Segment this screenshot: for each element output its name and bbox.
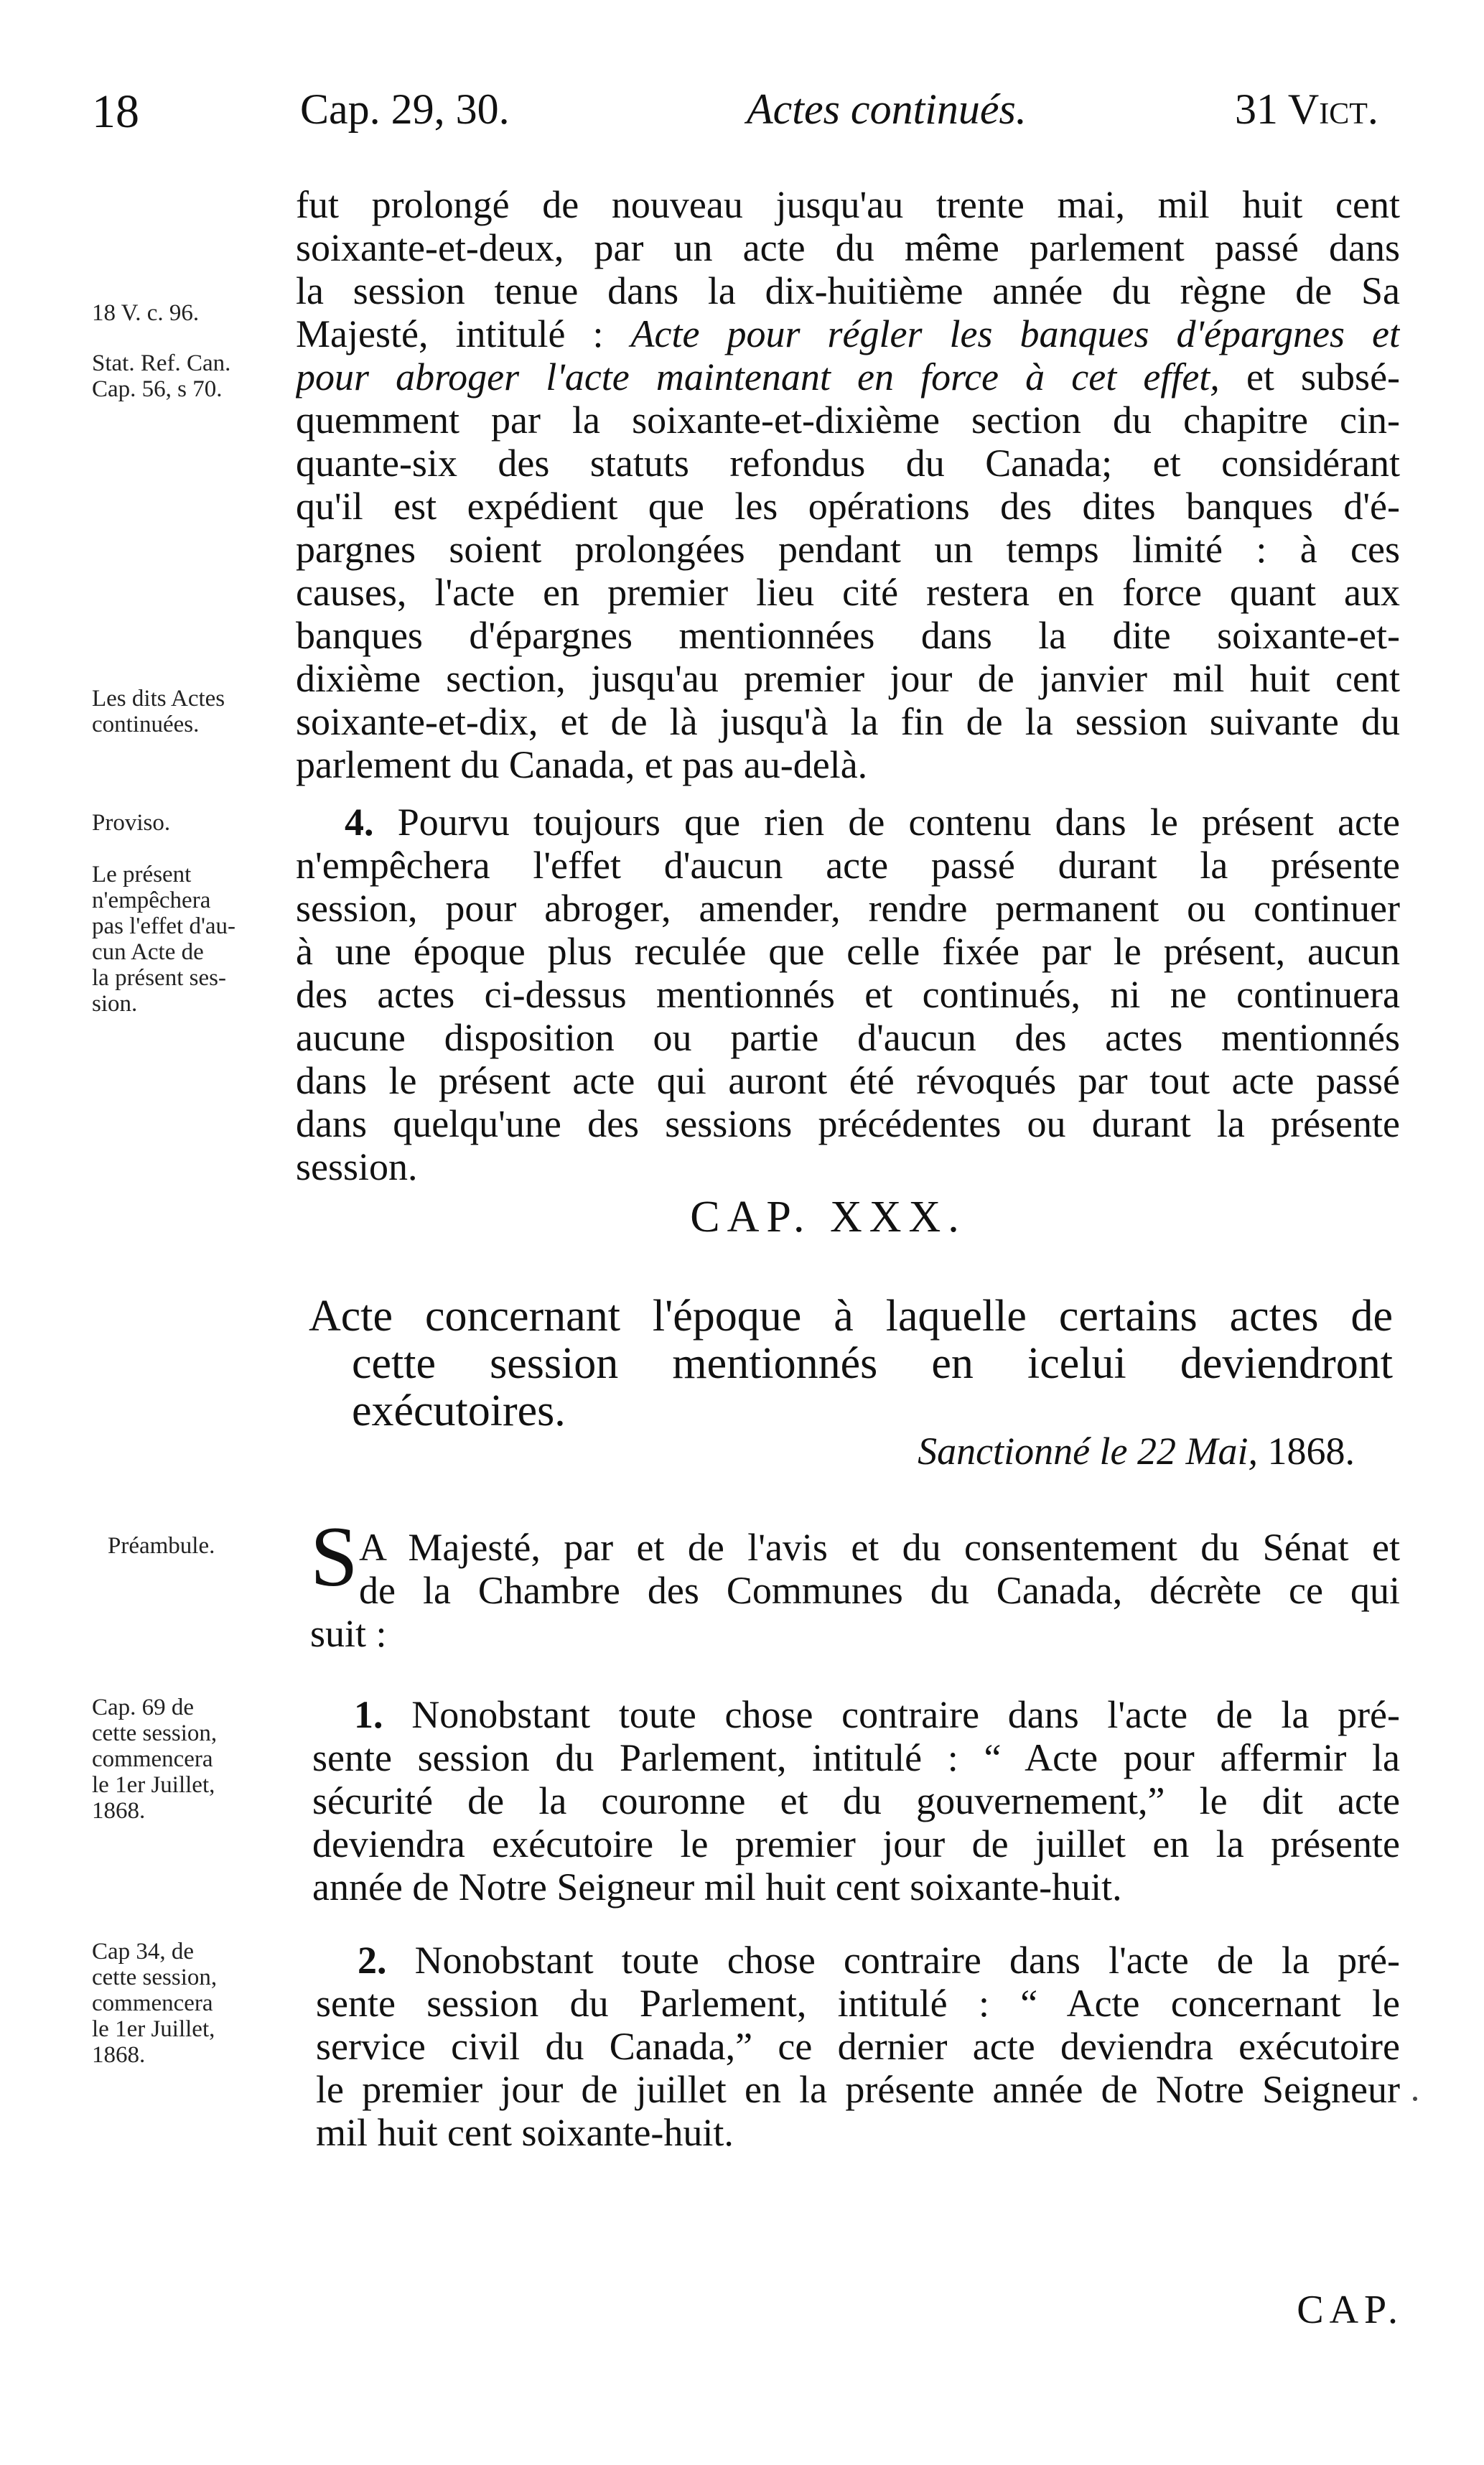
text-line: suit : bbox=[310, 1612, 387, 1655]
text-line: n'empêchera l'effet d'aucun acte passé durant la présente bbox=[296, 844, 1400, 887]
text-line: année de Notre Seigneur mil huit cent soixante-huit. bbox=[312, 1865, 1122, 1909]
margin-note-text: Les dits Actes bbox=[92, 686, 225, 712]
margin-note-text: commencera bbox=[92, 1990, 213, 2016]
text-line: dans le présent acte qui auront été révoqués par tout acte passé bbox=[296, 1059, 1400, 1102]
text-line: sente session du Parlement, intitulé : “ Acte concernant le bbox=[316, 1982, 1400, 2025]
margin-note-text: Le présent bbox=[92, 862, 192, 887]
text-segment: Nonobstant toute chose contraire dans l'acte de la pré- bbox=[411, 1693, 1400, 1736]
act-title-line: Acte concernant l'époque à laquelle certains actes de bbox=[309, 1292, 1393, 1341]
act-title-line: exécutoires. bbox=[352, 1387, 566, 1435]
sanction-date bbox=[918, 1429, 1355, 1473]
header-regnal-year: 31 Vict. bbox=[1235, 85, 1378, 133]
chapter-heading: CAP. XXX. bbox=[690, 1193, 966, 1241]
text-line: parlement du Canada, et pas au-delà. bbox=[296, 743, 868, 786]
text-line bbox=[312, 1693, 1400, 1736]
text-line: dans quelqu'une des sessions précédentes ou durant la présente bbox=[296, 1102, 1400, 1145]
text-line: deviendra exécutoire le premier jour de juillet en la présente bbox=[312, 1822, 1400, 1865]
margin-note-present-act bbox=[92, 862, 286, 1017]
margin-note-text: Stat. Ref. Can. bbox=[92, 350, 231, 376]
text-segment: Pourvu toujours que rien de contenu dans le présent acte bbox=[397, 801, 1400, 844]
text-line: session. bbox=[296, 1145, 418, 1188]
sanction-year: 1868. bbox=[1267, 1430, 1355, 1473]
margin-note-text: Proviso. bbox=[92, 810, 171, 836]
section-number: 1. bbox=[354, 1693, 383, 1736]
catchword: CAP. bbox=[1297, 2288, 1404, 2332]
text-line bbox=[316, 1939, 1400, 1982]
margin-note-cap-69 bbox=[92, 1695, 286, 1824]
margin-note-text: pas l'effet d'au- bbox=[92, 913, 236, 939]
text-line: à une époque plus reculée que celle fixée par le présent, aucun bbox=[296, 930, 1400, 973]
text-line: session, pour abroger, amender, rendre permanent ou continuer bbox=[296, 887, 1400, 930]
text-line: le premier jour de juillet en la présente année de Notre Seigneur bbox=[316, 2068, 1400, 2111]
margin-note-acts-continued bbox=[92, 686, 286, 737]
margin-note-text: cun Acte de bbox=[92, 939, 204, 965]
sanction-text: Sanctionné le 22 Mai, bbox=[918, 1430, 1258, 1473]
header-title: Actes continués. bbox=[747, 85, 1027, 133]
text-line: la session tenue dans la dix-huitième année du règne de Sa bbox=[296, 269, 1400, 312]
margin-note-proviso bbox=[92, 810, 286, 836]
text-line: A Majesté, par et de l'avis et du consentement du Sénat et bbox=[359, 1526, 1400, 1569]
margin-note-text: 1868. bbox=[92, 1798, 146, 1824]
page-number: 18 bbox=[92, 85, 139, 138]
text-line bbox=[296, 801, 1400, 844]
drop-cap: S bbox=[310, 1509, 358, 1604]
text-line: des actes ci-dessus mentionnés et continués, ni ne continuera bbox=[296, 973, 1400, 1016]
section-number: 2. bbox=[358, 1939, 387, 1982]
text-line bbox=[296, 312, 1400, 355]
margin-note-text: cette session, bbox=[92, 1720, 218, 1746]
text-line: aucune disposition ou partie d'aucun des actes mentionnés bbox=[296, 1016, 1400, 1059]
margin-note-text: cette session, bbox=[92, 1965, 218, 1990]
section-2 bbox=[316, 1939, 1400, 2154]
text-line: pargnes soient prolongées pendant un temps limité : à ces bbox=[296, 528, 1400, 571]
margin-note-text: Cap 34, de bbox=[92, 1939, 195, 1965]
text-segment: Majesté, intitulé : bbox=[296, 312, 604, 355]
text-line: sécurité de la couronne et du gouvernement,” le dit acte bbox=[312, 1779, 1400, 1822]
text-segment: Nonobstant toute chose contraire dans l'acte de la pré- bbox=[414, 1939, 1400, 1982]
act-title bbox=[309, 1292, 1393, 1435]
margin-note-cap-34 bbox=[92, 1939, 286, 2068]
text-line bbox=[296, 355, 1400, 399]
margin-note-text: Cap. 56, s 70. bbox=[92, 376, 223, 402]
running-header bbox=[0, 85, 1484, 157]
text-line: quemment par la soixante-et-dixième section du chapitre cin- bbox=[296, 399, 1400, 442]
margin-note-text: 18 V. c. 96. bbox=[92, 300, 200, 326]
text-line: qu'il est expédient que les opérations des dites banques d'é- bbox=[296, 485, 1400, 528]
margin-note-text: Préambule. bbox=[108, 1533, 215, 1559]
text-line: banques d'épargnes mentionnées dans la dite soixante-et- bbox=[296, 614, 1400, 657]
text-line: service civil du Canada,” ce dernier acte deviendra exécutoire bbox=[316, 2025, 1400, 2068]
section-number: 4. bbox=[345, 801, 374, 844]
text-line: mil huit cent soixante-huit. bbox=[316, 2111, 734, 2154]
text-segment: et subsé- bbox=[1246, 355, 1400, 399]
header-chapter: Cap. 29, 30. bbox=[300, 85, 510, 133]
margin-note-text: le 1er Juillet, bbox=[92, 1772, 215, 1798]
margin-note-preamble bbox=[108, 1533, 302, 1559]
margin-note-text: commencera bbox=[92, 1746, 213, 1772]
text-line: soixante-et-deux, par un acte du même parlement passé dans bbox=[296, 226, 1400, 269]
text-line: soixante-et-dix, et de là jusqu'à la fin de la session suivante du bbox=[296, 700, 1400, 743]
margin-note-text: 1868. bbox=[92, 2042, 146, 2068]
margin-note-text: sion. bbox=[92, 991, 138, 1017]
section-4 bbox=[296, 801, 1400, 1188]
margin-note-text: Cap. 69 de bbox=[92, 1695, 195, 1720]
text-line: quante-six des statuts refondus du Canada; et considérant bbox=[296, 442, 1400, 485]
margin-note-text: la présent ses- bbox=[92, 965, 226, 991]
act-title-italic: Acte pour régler les banques d'épargnes et bbox=[630, 312, 1400, 355]
text-line: de la Chambre des Communes du Canada, décrète ce qui bbox=[359, 1569, 1400, 1612]
text-line: sente session du Parlement, intitulé : “ Acte pour affermir la bbox=[312, 1736, 1400, 1779]
text-line: causes, l'acte en premier lieu cité restera en force quant aux bbox=[296, 571, 1400, 614]
margin-note-text: continuées. bbox=[92, 712, 200, 737]
margin-note-text: n'empêchera bbox=[92, 887, 211, 913]
act-title-line: cette session mentionnés en icelui deviendront bbox=[352, 1339, 1393, 1388]
print-speck bbox=[1413, 2097, 1417, 2101]
preamble-end bbox=[310, 1612, 1400, 1655]
paragraph-continuation bbox=[296, 183, 1400, 786]
text-line: dixième section, jusqu'au premier jour de janvier mil huit cent bbox=[296, 657, 1400, 700]
text-line: fut prolongé de nouveau jusqu'au trente mai, mil huit cent bbox=[296, 183, 1400, 226]
act-title-italic: pour abroger l'acte maintenant en force à cet effet, bbox=[296, 355, 1220, 399]
margin-note-stat-ref bbox=[92, 350, 286, 402]
preamble bbox=[359, 1526, 1400, 1612]
margin-note-statute bbox=[92, 300, 286, 326]
section-1 bbox=[312, 1693, 1400, 1909]
margin-note-text: le 1er Juillet, bbox=[92, 2016, 215, 2042]
